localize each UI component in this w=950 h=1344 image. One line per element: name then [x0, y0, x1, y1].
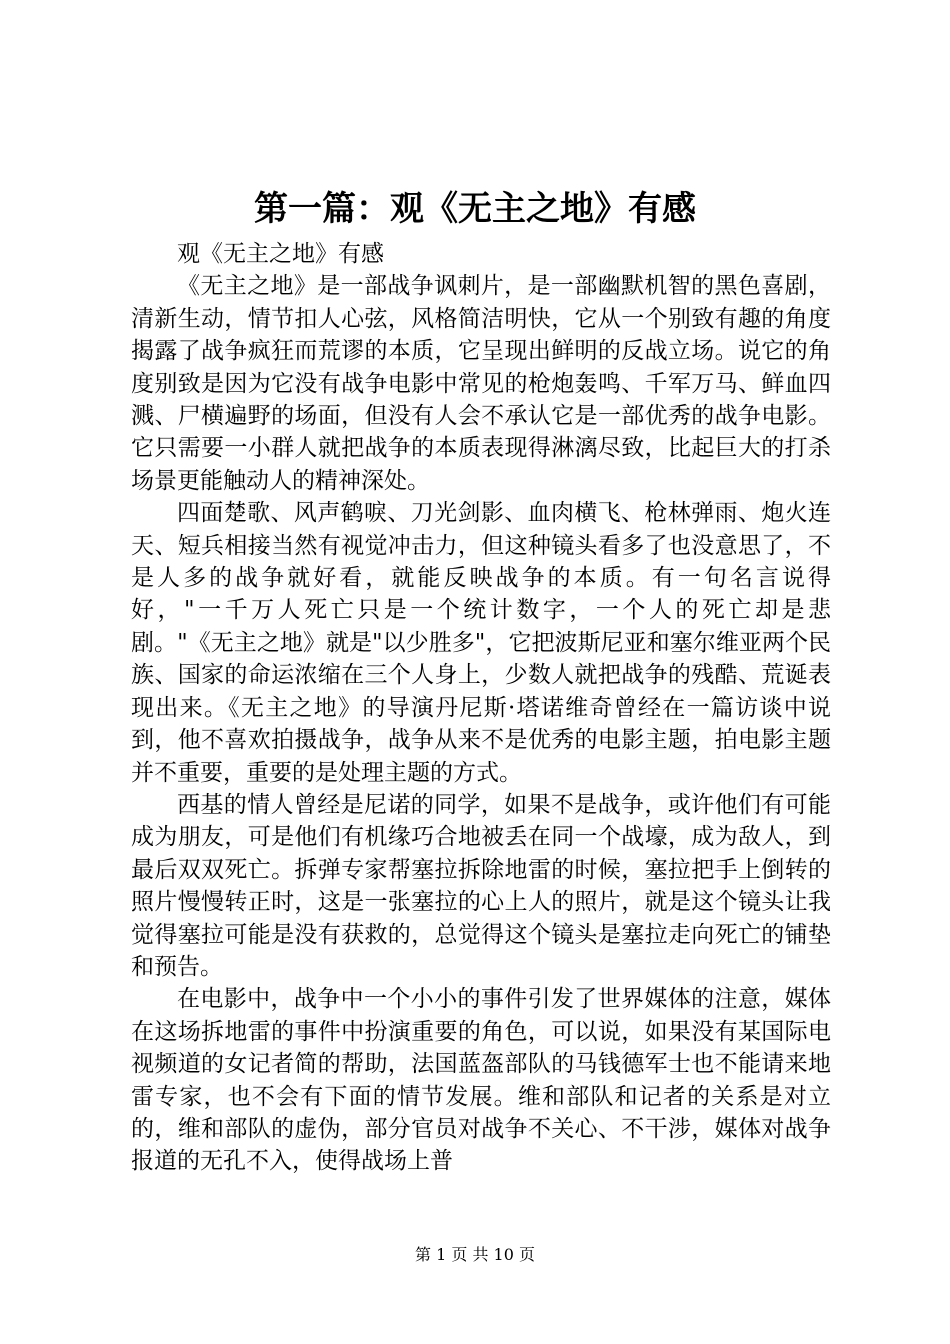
- article-body: [131, 238, 831, 1178]
- page-footer: 第 1 页 共 10 页: [415, 1245, 535, 1264]
- paragraph: 在电影中，战争中一个小小的事件引发了世界媒体的注意，媒体在这场拆地雷的事件中扮演重要的角色，可以说，如果没有某国际电视频道的女记者简的帮助，法国蓝盔部队的马钱德军士也不能请来地雷专家，也不会有下面的情节发展。维和部队和记者的关系是对立的，维和部队的虚伪，部分官员对战争不关心、不干涉，媒体对战争报道的无孔不入，使得战场上普: [131, 986, 831, 1175]
- page-title: 第一篇：观《无主之地》有感: [254, 189, 696, 229]
- paragraph-subtitle: 观《无主之地》有感: [177, 241, 384, 267]
- paragraph: 《无主之地》是一部战争讽刺片，是一部幽默机智的黑色喜剧，清新生动，情节扣人心弦，风格简洁明快，它从一个别致有趣的角度揭露了战争疯狂而荒谬的本质，它呈现出鲜明的反战立场。说它的角度别致是因为它没有战争电影中常见的枪炮轰鸣、千军万马、鲜血四溅、尸横遍野的场面，但没有人会不承认它是一部优秀的战争电影。它只需要一小群人就把战争的本质表现得淋漓尽致，比起巨大的打杀场景更能触动人的精神深处。: [131, 273, 831, 494]
- paragraph: 西基的情人曾经是尼诺的同学，如果不是战争，或许他们有可能成为朋友，可是他们有机缘巧合地被丢在同一个战壕，成为敌人，到最后双双死亡。拆弹专家帮塞拉拆除地雷的时候，塞拉把手上倒转的照片慢慢转正时，这是一张塞拉的心上人的照片，就是这个镜头让我觉得塞拉可能是没有获救的，总觉得这个镜头是塞拉走向死亡的铺垫和预告。: [131, 791, 831, 980]
- paragraph: 四面楚歌、风声鹤唳、刀光剑影、血肉横飞、枪林弹雨、炮火连天、短兵相接当然有视觉冲击力，但这种镜头看多了也没意思了，不是人多的战争就好看，就能反映战争的本质。有一句名言说得好，"一千万人死亡只是一个统计数字，一个人的死亡却是悲剧。"《无主之地》就是"以少胜多"，它把波斯尼亚和塞尔维亚两个民族、国家的命运浓缩在三个人身上，少数人就把战争的残酷、荒诞表现出来。《无主之地》的导演丹尼斯·塔诺维奇曾经在一篇访谈中说到，他不喜欢拍摄战争，战争从来不是优秀的电影主题，拍电影主题并不重要，重要的是处理主题的方式。: [131, 500, 831, 786]
